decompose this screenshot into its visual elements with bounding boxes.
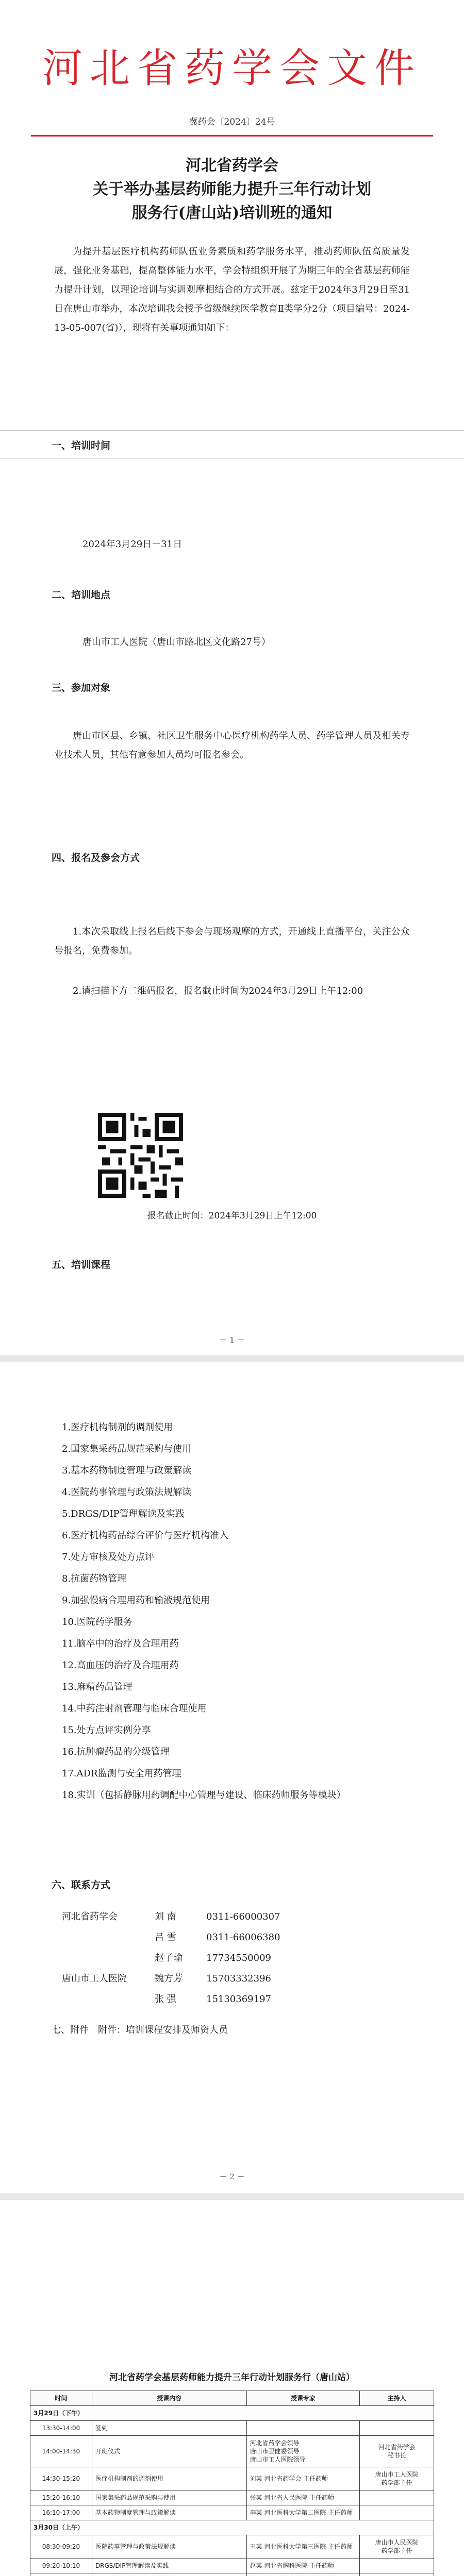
topic-cell: 国家集采药品规范采购与使用 (92, 2490, 246, 2505)
attendees-text: 唐山市区县、乡镇、社区卫生服务中心医疗机构药学人员、药学管理人员及相关专业技术人员，其他有意参加人员均可报名参会。 (54, 731, 410, 760)
course-item: 3.基本药物制度管理与政策解读 (62, 1465, 192, 1476)
table-row (30, 2505, 434, 2520)
time-cell: 16:10-17:00 (30, 2505, 92, 2520)
topic-cell: 医疗机构制剂的调剂使用 (92, 2467, 246, 2490)
section-heading-signup: 四、报名及参会方式 (52, 852, 140, 863)
page-gap (0, 1355, 464, 1362)
page-gap (0, 2193, 464, 2200)
page-2 (0, 1362, 464, 2193)
course-item: 16.抗肿瘤药品的分级管理 (62, 1747, 170, 1757)
host-cell: 唐山市人民医院 药学部主任 (360, 2535, 434, 2558)
speaker-cell (246, 2573, 360, 2576)
topic-cell (92, 2573, 246, 2576)
contact-phone: 17734550009 (206, 1953, 271, 1963)
org-title: 河北省药学会文件 (42, 45, 422, 92)
course-item: 10.医院药学服务 (62, 1617, 132, 1628)
course-item: 17.ADR监测与安全用药管理 (62, 1768, 181, 1779)
contact-person: 吕 雪 (155, 1932, 176, 1943)
course-item: 2.国家集采药品规范采购与使用 (62, 1444, 192, 1454)
host-cell (360, 2505, 434, 2520)
course-item: 9.加强慢病合理用药和输液规范使用 (62, 1595, 210, 1606)
speaker-cell: 李某 河北医科大学第二医院 主任药师 (246, 2505, 360, 2520)
topic-cell: 开班仪式 (92, 2436, 246, 2467)
time-cell: 13:30-14:00 (30, 2421, 92, 2436)
table-row (30, 2436, 434, 2467)
time-cell: 14:30-15:20 (30, 2467, 92, 2490)
table-row (30, 2421, 434, 2436)
speaker-cell: 刘某 河北省药学会 主任药师 (246, 2467, 360, 2490)
header-cell: 授课专家 (246, 2391, 360, 2406)
day-row (30, 2406, 434, 2421)
notice-title-line1: 河北省药学会 (186, 157, 278, 175)
course-item: 11.脑卒中的治疗及合理用药 (62, 1638, 179, 1649)
contact-person: 赵子瑜 (155, 1953, 183, 1963)
day-label: 3月29日（下午） (30, 2406, 434, 2421)
host-cell (360, 2421, 434, 2436)
speaker-cell: 王某 河北医科大学第三医院 主任药师 (246, 2535, 360, 2558)
table-header-row (30, 2391, 434, 2406)
course-item: 7.处方审核及处方点评 (62, 1552, 155, 1563)
intro-paragraph: 为提升基层医疗机构药师队伍业务素质和药学服务水平，推动药师队伍高质量发展，强化业务基础，提高整体能力水平，学会特组织开展了为期三年的全省基层药师能力提升计划，以理论培训与实训观摩相结合的方式开展。兹定于2024年3月29日至31日在唐山市举办，本次培训我会授予省级继续医学教育Ⅱ类学分2分（项目编号：2024-13-05-007(省)），现将有关事项通知如下： (54, 246, 410, 333)
topic-cell: 签到 (92, 2421, 246, 2436)
host-cell: 唐山市工人医院 药学部主任 (360, 2467, 434, 2490)
time-cell: 09:20-10:10 (30, 2558, 92, 2573)
contact-phone: 0311-66006380 (206, 1932, 280, 1943)
table-row (30, 2558, 434, 2573)
signup-step-1: 1.本次采取线上报名后线下参会与现场观摩的方式，开通线上直播平台，关注公众号报名，免费参加。 (54, 926, 410, 956)
red-divider (31, 135, 433, 137)
notice-title-line2: 关于举办基层药师能力提升三年行动计划 (93, 180, 371, 198)
course-item: 4.医院药事管理与政策法规解读 (62, 1487, 192, 1498)
notice-title-line3: 服务行(唐山站)培训班的通知 (131, 204, 333, 222)
table-row (30, 2467, 434, 2490)
header-cell: 授课内容 (92, 2391, 246, 2406)
time-cell (30, 2573, 92, 2576)
contact-phone: 15130369197 (206, 1994, 271, 2005)
day-row (30, 2520, 434, 2535)
contact-person: 魏方芳 (155, 1973, 183, 1984)
time-cell: 14:00-14:30 (30, 2436, 92, 2467)
host-cell (360, 2490, 434, 2505)
contact-phone: 0311-66000307 (206, 1911, 280, 1922)
doc-number: 冀药会〔2024〕24号 (189, 117, 275, 127)
contact-phone: 15703332396 (206, 1973, 271, 1984)
section-divider (0, 430, 464, 431)
schedule-table (30, 2391, 434, 2576)
training-location: 唐山市工人医院（唐山市路北区文化路27号） (82, 637, 271, 648)
course-item: 6.医疗机构药品综合评价与医疗机构准入 (62, 1530, 229, 1541)
topic-cell: DRGS/DIP管理解读及实践 (92, 2558, 246, 2573)
host-cell (360, 2573, 434, 2576)
course-item: 8.抗菌药物管理 (62, 1573, 127, 1584)
contact-unit-1: 河北省药学会 (62, 1911, 118, 1922)
host-cell (360, 2558, 434, 2573)
contact-person: 刘 南 (155, 1911, 176, 1922)
page-3 (0, 2200, 464, 2576)
contact-unit-2: 唐山市工人医院 (62, 1973, 127, 1984)
training-time: 2024年3月29日－31日 (82, 539, 183, 550)
table-row (30, 2490, 434, 2505)
speaker-cell: 河北省药学会领导 唐山市卫健委领导 唐山市工人医院领导 (246, 2436, 360, 2467)
contact-person: 张 强 (155, 1994, 176, 2005)
schedule-title: 河北省药学会基层药师能力提升三年行动计划服务行（唐山站） (109, 2372, 355, 2383)
topic-cell: 基本药物制度管理与政策解读 (92, 2505, 246, 2520)
attachment-text: 附件：培训课程安排及师资人员 (98, 2025, 228, 2036)
attachment-heading: 七、附件 (52, 2025, 89, 2036)
speaker-cell: 赵某 河北省胸科医院 主任药师 (246, 2558, 360, 2573)
qr-caption: 报名截止时间：2024年3月29日上午12:00 (147, 1211, 317, 1221)
topic-cell: 医院药事管理与政策法规解读 (92, 2535, 246, 2558)
table-row (30, 2573, 434, 2576)
course-item: 13.麻精药品管理 (62, 1682, 132, 1692)
page-number: － 1 － (219, 1335, 245, 1345)
page-number: － 2 － (219, 2172, 245, 2181)
speaker-cell: 张某 河北省人民医院 主任药师 (246, 2490, 360, 2505)
course-item: 5.DRGS/DIP管理解读及实践 (62, 1509, 185, 1519)
section-heading-courses: 五、培训课程 (52, 1259, 111, 1270)
day-label: 3月30日（上午） (30, 2520, 434, 2535)
section-heading-contact: 六、联系方式 (52, 1879, 111, 1891)
course-item: 1.医疗机构制剂的调剂使用 (62, 1422, 173, 1433)
table-row (30, 2535, 434, 2558)
header-cell: 时间 (30, 2391, 92, 2406)
time-cell: 15:20-16:10 (30, 2490, 92, 2505)
course-item: 15.处方点评实例分享 (62, 1725, 151, 1736)
section-heading-attendees: 三、参加对象 (52, 682, 111, 693)
signup-step-2: 2.请扫描下方二维码报名，报名截止时间为2024年3月29日上午12:00 (73, 986, 363, 996)
header-cell: 主持人 (360, 2391, 434, 2406)
speaker-cell (246, 2421, 360, 2436)
course-item: 12.高血压的治疗及合理用药 (62, 1660, 179, 1671)
course-item: 14.中药注射剂管理与临床合理使用 (62, 1703, 207, 1714)
section-heading-location: 二、培训地点 (52, 589, 111, 601)
host-cell: 河北省药学会 秘书长 (360, 2436, 434, 2467)
course-item: 18.实训（包括静脉用药调配中心管理与建设、临床药师服务等模块） (62, 1790, 346, 1801)
registration-qr-code[interactable] (98, 1113, 183, 1198)
section-heading-time: 一、培训时间 (52, 440, 111, 451)
time-cell: 08:30-09:20 (30, 2535, 92, 2558)
